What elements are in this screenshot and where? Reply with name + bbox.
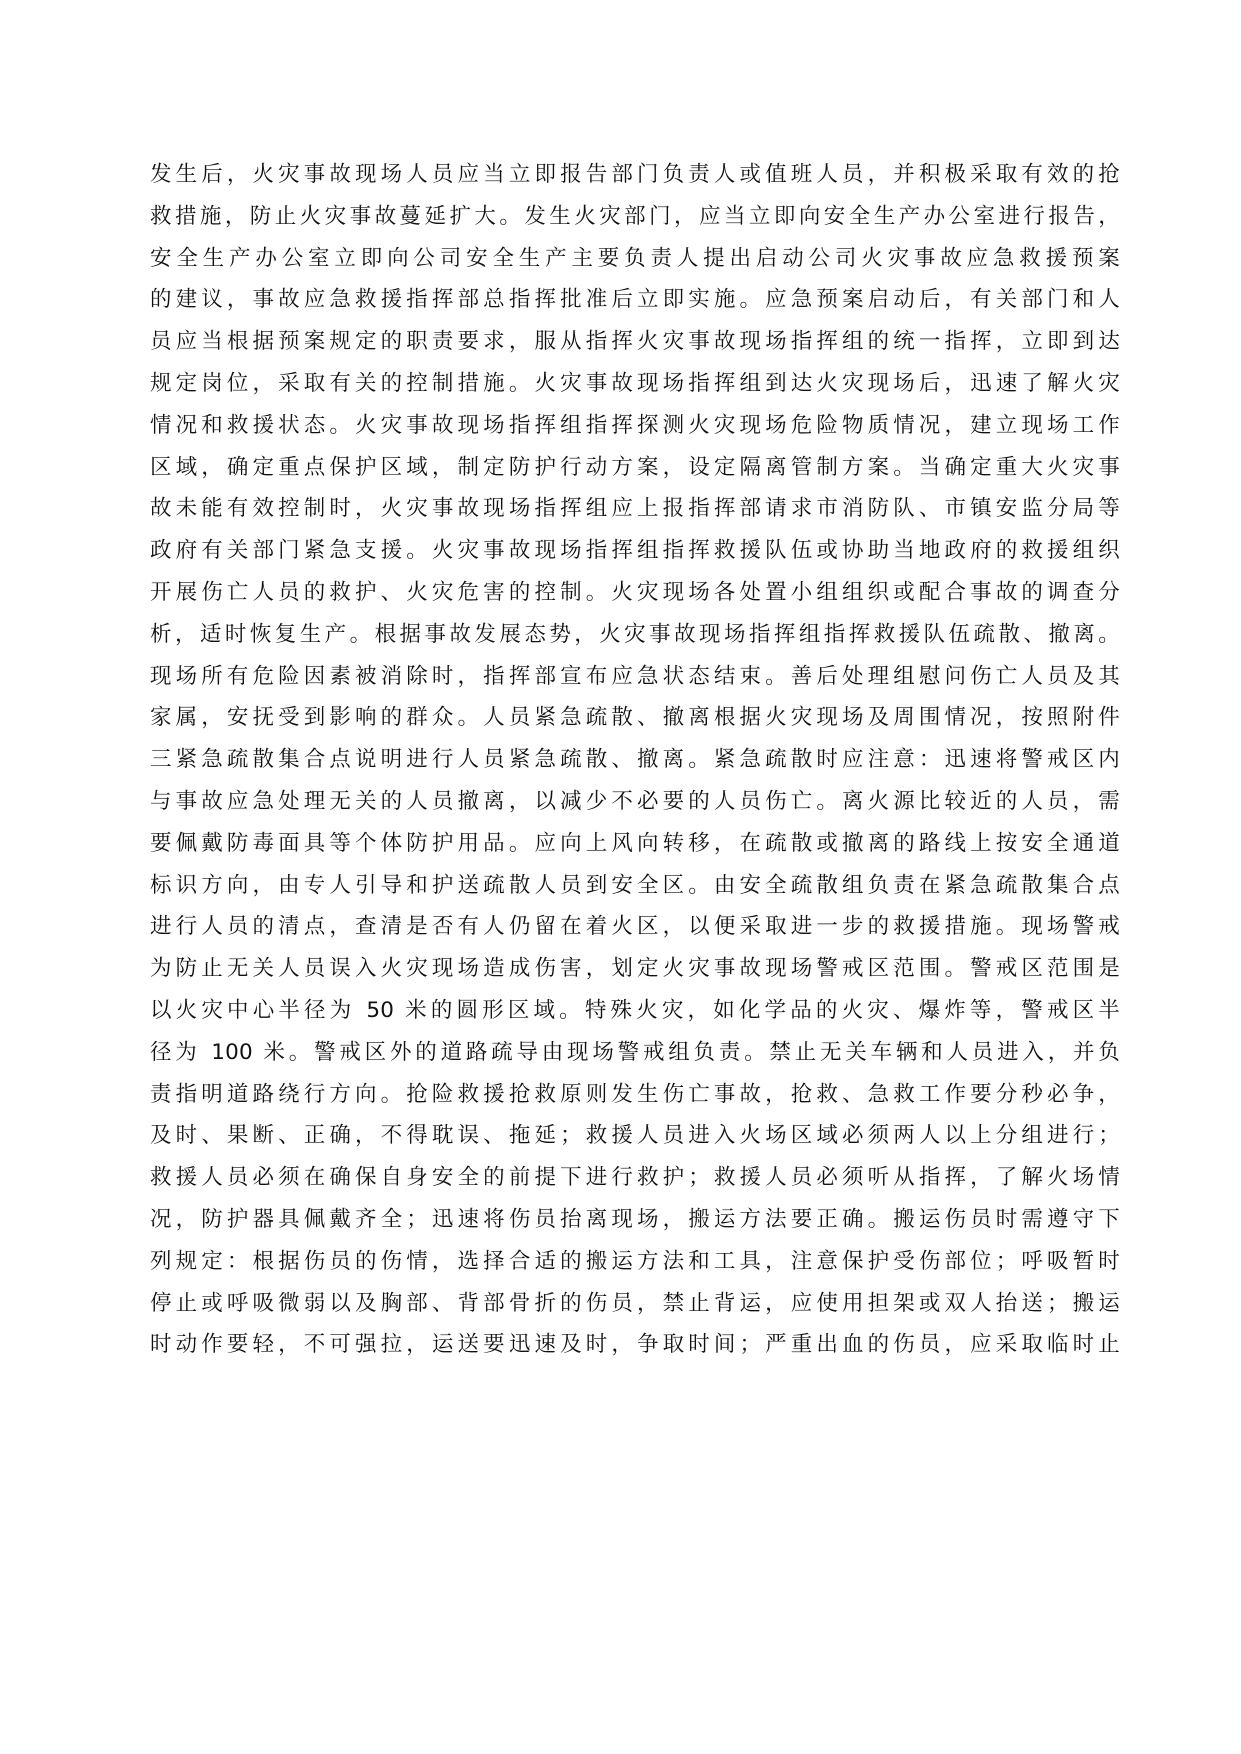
text-line: 现场所有危险因素被消除时，指挥部宣布应急状态结束。善后处理组慰问伤亡人员及其	[150, 663, 1120, 689]
text-line: 责指明道路绕行方向。抢险救援抢救原则发生伤亡事故，抢救、急救工作要分秒必争，	[150, 1081, 1120, 1107]
text-line: 救措施，防止火灾事故蔓延扩大。发生火灾部门，应当立即向安全生产办公室进行报告，	[150, 203, 1120, 229]
text-line: 故未能有效控制时，火灾事故现场指挥组应上报指挥部请求市消防队、市镇安监分局等	[150, 496, 1120, 522]
text-line: 径为 100 米。警戒区外的道路疏导由现场警戒组负责。禁止无关车辆和人员进入，并负	[150, 1039, 1120, 1065]
text-line: 情况和救援状态。火灾事故现场指挥组指挥探测火灾现场危险物质情况，建立现场工作	[150, 412, 1120, 438]
text-line: 及时、果断、正确，不得耽误、拖延；救援人员进入火场区域必须两人以上分组进行；	[150, 1123, 1120, 1149]
text-line: 列规定：根据伤员的伤情，选择合适的搬运方法和工具，注意保护受伤部位；呼吸暂时	[150, 1248, 1120, 1274]
text-line: 区域，确定重点保护区域，制定防护行动方案，设定隔离管制方案。当确定重大火灾事	[150, 454, 1120, 480]
text-line: 发生后，火灾事故现场人员应当立即报告部门负责人或值班人员，并积极采取有效的抢	[150, 162, 1120, 187]
text-line: 停止或呼吸微弱以及胸部、背部骨折的伤员，禁止背运，应使用担架或双人抬送；搬运	[150, 1290, 1120, 1316]
text-line: 为防止无关人员误入火灾现场造成伤害，划定火灾事故现场警戒区范围。警戒区范围是	[150, 956, 1120, 982]
text-line: 析，适时恢复生产。根据事故发展态势，火灾事故现场指挥组指挥救援队伍疏散、撤离。	[150, 621, 1120, 647]
text-line: 开展伤亡人员的救护、火灾危害的控制。火灾现场各处置小组组织或配合事故的调查分	[150, 579, 1120, 605]
text-line: 况，防护器具佩戴齐全；迅速将伤员抬离现场，搬运方法要正确。搬运伤员时需遵守下	[150, 1206, 1120, 1232]
text-line: 三紧急疏散集合点说明进行人员紧急疏散、撤离。紧急疏散时应注意：迅速将警戒区内	[150, 747, 1120, 773]
text-line: 要佩戴防毒面具等个体防护用品。应向上风向转移，在疏散或撤离的路线上按安全通道	[150, 830, 1120, 856]
text-line: 标识方向，由专人引导和护送疏散人员到安全区。由安全疏散组负责在紧急疏散集合点	[150, 872, 1120, 898]
text-line: 与事故应急处理无关的人员撤离，以减少不必要的人员伤亡。离火源比较近的人员，需	[150, 788, 1120, 814]
body-text	[150, 154, 1120, 1366]
text-line: 规定岗位，采取有关的控制措施。火灾事故现场指挥组到达火灾现场后，迅速了解火灾	[150, 370, 1120, 396]
text-line: 安全生产办公室立即向公司安全生产主要负责人提出启动公司火灾事故应急救援预案	[150, 245, 1120, 271]
text-line: 救援人员必须在确保自身安全的前提下进行救护；救援人员必须听从指挥，了解火场情	[150, 1165, 1120, 1191]
text-line: 员应当根据预案规定的职责要求，服从指挥火灾事故现场指挥组的统一指挥，立即到达	[150, 329, 1120, 355]
text-line: 时动作要轻，不可强拉，运送要迅速及时，争取时间；严重出血的伤员，应采取临时止	[150, 1332, 1120, 1358]
text-line: 以火灾中心半径为 50 米的圆形区域。特殊火灾，如化学品的火灾、爆炸等，警戒区半	[150, 997, 1120, 1023]
text-line: 家属，安抚受到影响的群众。人员紧急疏散、撤离根据火灾现场及周围情况，按照附件	[150, 705, 1120, 731]
text-line: 政府有关部门紧急支援。火灾事故现场指挥组指挥救援队伍或协助当地政府的救援组织	[150, 538, 1120, 564]
text-line: 进行人员的清点，查清是否有人仍留在着火区，以便采取进一步的救援措施。现场警戒	[150, 914, 1120, 940]
text-line: 的建议，事故应急救援指挥部总指挥批准后立即实施。应急预案启动后，有关部门和人	[150, 287, 1120, 313]
